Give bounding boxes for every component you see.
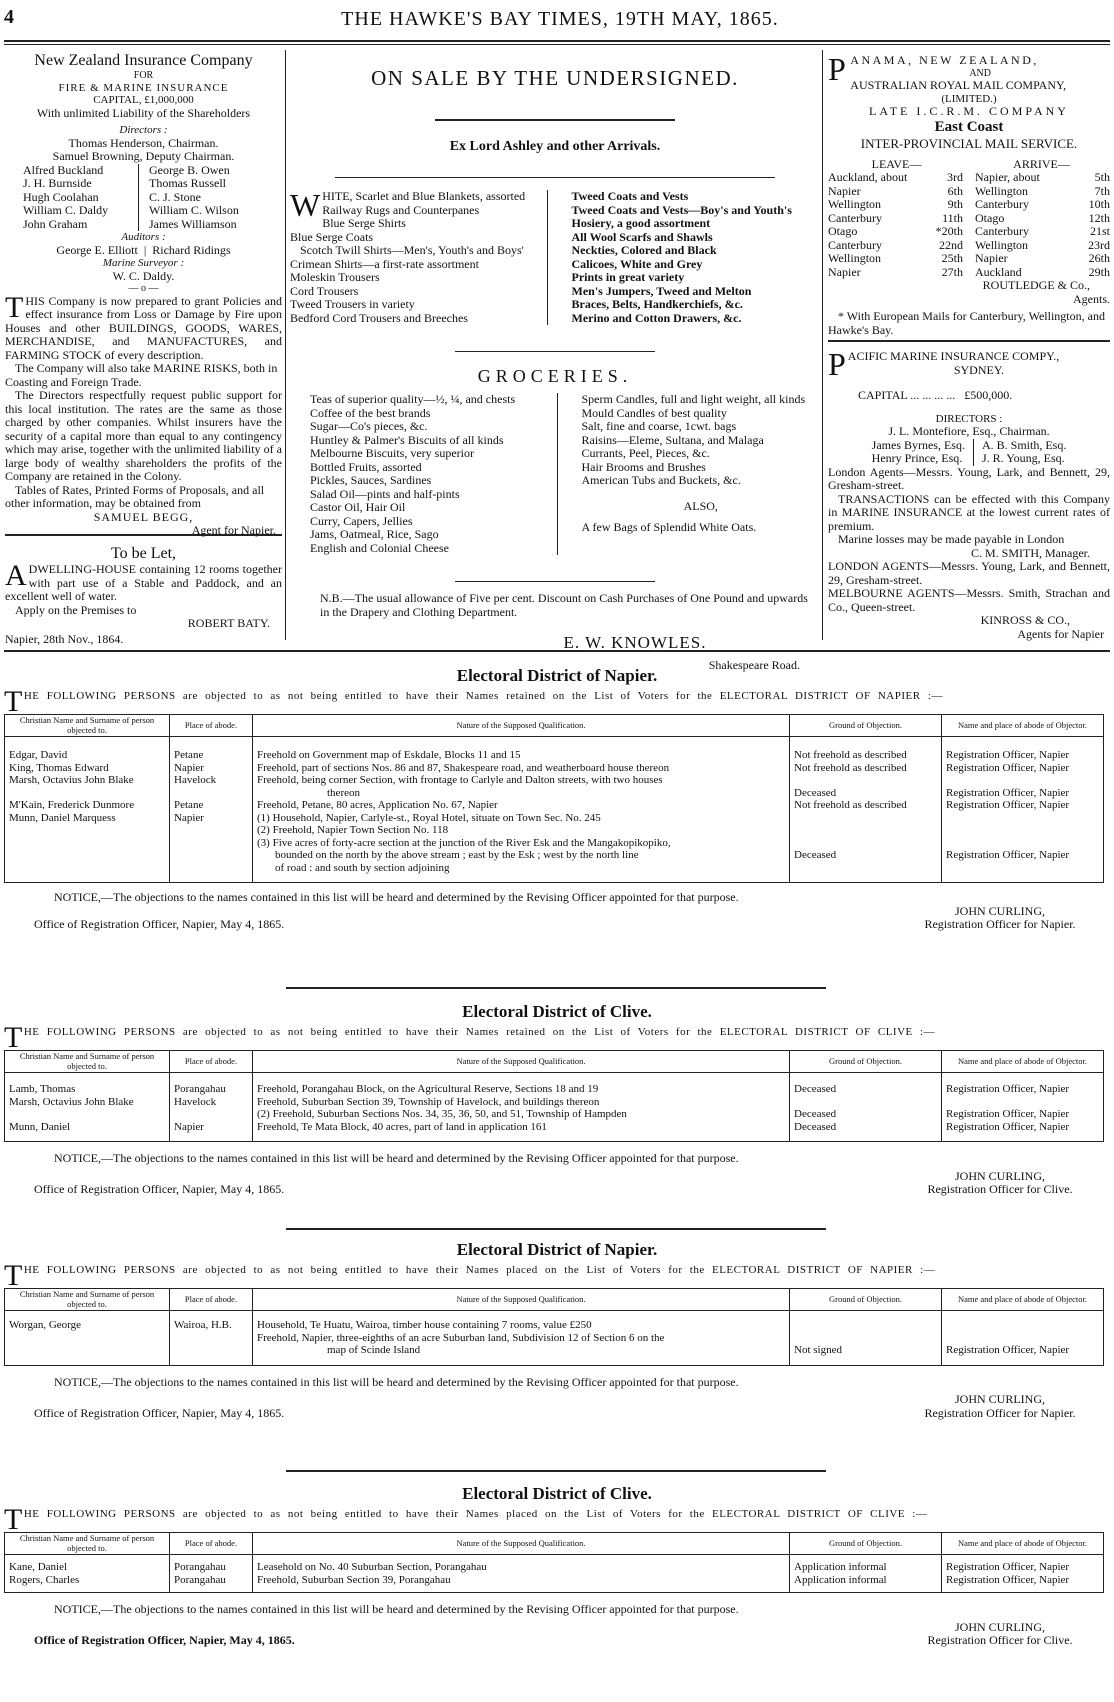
panama-advert: PANAMA, NEW ZEALAND, AND AUSTRALIAN ROYAL MAIL COMPANY, (LIMITED.) LATE I.C.R.M. COMPANY East Coast INTER-PROVINCIAL MAIL SERVICE. LEAVE— ARRIVE— Auckland, about 3rd Napier 6th Wellington 9th Canterbury 11th Otago *20th Canterbury 22nd Wellington 25th Napier 27th Napier, about 5th Wellington 7th Canterbury 10th Otago 12th Canterbury 21st Wellington 23rd Napier 26th Auckland 29th ROUTLEDGE & Co., Agents. * With European Mails for Canterbury, Wellington, and Hawke's Bay. <box>828 51 1110 337</box>
sale-signer: E. W. KNOWLES. <box>563 633 707 652</box>
table-header: Christian Name and Surname of person objected to. Place of abode. Nature of the Supposed Qualification. Ground of Objection. Name and place of abode of Objector. <box>5 1533 1104 1555</box>
to-let-heading: To be Let, <box>110 545 177 562</box>
section-intro: HE FOLLOWING PERSONS are objected to as not being entitled to have their Names placed on the List of Voters for the ELECTORAL DISTRICT OF NAPIER :— <box>23 1264 936 1276</box>
objections-table <box>4 1532 1104 1593</box>
section-intro: HE FOLLOWING PERSONS are objected to as not being entitled to have their Names retained on the List of Voters for the ELECTORAL DISTRICT OF NAPIER :— <box>23 690 943 702</box>
notice: NOTICE,—The objections to the names contained in this list will be heard and determined by the Revising Officer appointed for that purpose. <box>54 1602 739 1616</box>
objections-table <box>4 714 1104 883</box>
table-header: Christian Name and Surname of person objected to. Place of abode. Nature of the Supposed Qualification. Ground of Objection. Name and place of abode of Objector. <box>5 1051 1104 1073</box>
masthead-title: THE HAWKE'S BAY TIMES, 19TH MAY, 1865. <box>341 8 779 30</box>
section-title: Electoral District of Clive. <box>462 1484 652 1503</box>
pacific-advert: PACIFIC MARINE INSURANCE COMPY., SYDNEY. CAPITAL ... ... ... ... £500,000. DIRECTORS : J. L. Montefiore, Esq., Chairman. James Byrnes, Esq. Henry Prince, Esq. A. B. Smith, Esq. J. R. Young, Esq. London Agents—Messrs. Young, Lark, and Bennett, 29, Gresham-street. TRANSACTIONS can be effected with this Company in MARINE INSURANCE at the lowest current rates of premium. Marine losses may be made payable in London C. M. SMITH, Manager. LONDON AGENTS—Messrs. Young, Lark, and Bennett, 29, Gresham-street. MELBOURNE AGENTS—Messrs. Smith, Strachan and Co., Queen-street. KINROSS & CO., Agents for Napier <box>828 346 1110 641</box>
electoral-section: Electoral District of Napier. THE FOLLOWING PERSONS are objected to as not being entitled to have their Names placed on the List of Voters for the ELECTORAL DISTRICT OF NAPIER :— Christian Name and Surname of person objected to. Place of abode. Nature of the Supposed Qualification. Ground of Objection. Name and place of abode of Objector. Worgan, George Wairoa, H.B. Household, Te Huatu, Wairoa, timber house containing 7 rooms, value £250 Freehold, Napier, three-eighths of an acre Suburban land, Subdivision 12 of Section 6 on the map of Scinde Island Not signed Registration Officer, Napier NOTICE,—The objections to the names contained in this list will be heard and determined by the Revising Officer appointed for that purpose. Office of Registration Officer, Napier, May 4, 1865. JOHN CURLING, Registration Officer for Napier. <box>4 1240 1110 1420</box>
nz-insurance-advert: New Zealand Insurance Company FOR FIRE & MARINE INSURANCE CAPITAL, £1,000,000 With unlimited Liability of the Shareholders Directors : Thomas Henderson, Chairman. Samuel Browning, Deputy Chairman. Alfred Buckland J. H. Burnside Hugh Coolahan William C. Daldy John Graham George B. Owen Thomas Russell C. J. Stone William C. Wilson James Williamson Auditors : George E. Elliott | Richard Ridings Marine Surveyor : W. C. Daldy. — o — THIS Company is now prepared to grant Policies and effect insurance from Loss or Damage by Fire upon Houses and other BUILDINGS, GOODS, WARES, MERCHANDISE, and MANUFACTURES, and FARMING STOCK of every description. The Company will also take MARINE RISKS, both in Coasting and Foreign Trade. The Directors respectfully request public support for this local institution. The rates are the same as those charged by other companies. Whilst insurers have the security of a capital more than equal to any contingency which may arise, together with the unlimited liability of a large body of wealthy shareholders the profits of the Company are retained in the Colony. Tables of Rates, Printed Forms of Proposals, and all other information, may be obtained from SAMUEL BEGG, Agent for Napier. <box>5 52 282 537</box>
sale-advert: ON SALE BY THE UNDERSIGNED. Ex Lord Ashley and other Arrivals. WHITE, Scarlet and Blue Blankets, assorted Railway Rugs and Counterpanes Blue Serge Shirts Blue Serge Coats Scotch Twill Shirts—Men's, Youth's and Boys' Crimean Shirts—a first-rate assortment Moleskin Trousers Cord Trousers Tweed Trousers in variety Bedford Cord Trousers and Breeches Tweed Coats and Vests Tweed Coats and Vests—Boy's and Youth's Hosiery, a good assortment All Wool Scarfs and Shawls Neckties, Colored and Black Calicoes, White and Grey Prints in great variety Men's Jumpers, Tweed and Melton Braces, Belts, Handkerchiefs, &c. Merino and Cotton Drawers, &c. GROCERIES. Teas of superior quality—½, ¼, and chests Coffee of the best brands Sugar—Co's pieces, &c. Huntley & Palmer's Biscuits of all kinds Melbourne Biscuits, very superior Bottled Fruits, assorted Pickles, Sauces, Sardines Salad Oil—pints and half-pints Castor Oil, Hair Oil Curry, Capers, Jellies Jams, Oatmeal, Rice, Sago English and Colonial Cheese Sperm Candles, full and light weight, all kinds Mould Candles of best quality Salt, fine and coarse, 1cwt. bags Raisins—Eleme, Sultana, and Malaga Currants, Peel, Pieces, &c. Hair Brooms and Brushes American Tubs and Buckets, &c. ALSO, A few Bags of Splendid White Oats. N.B.—The usual allowance of Five per cent. Discount on Cash Purchases of One Pound and upwards in the Drapery and Clothing Department. E. W. KNOWLES. Shakespeare Road. <box>290 52 820 673</box>
notice: NOTICE,—The objections to the names contained in this list will be heard and determined by the Revising Officer appointed for that purpose. <box>54 1374 739 1389</box>
table-row: Lamb, Thomas Marsh, Octavius John Blake Munn, Daniel Porangahau Havelock Napier Freehold, Porangahau Block, on the Agricultural Reserve, Sections 18 and 19 Freehold, Suburban Section 39, Township of Havelock, and buildings thereon (2) Freehold, Suburban Sections Nos. 34, 35, 36, 50, and 51, Township of Hampden Freehold, Te Mata Block, 40 acres, part of land in application 161 Deceased Deceased Deceased Registration Officer, Napier Registration Officer, Napier Registration Officer, Napier <box>5 1073 1104 1142</box>
sale-heading: ON SALE BY THE UNDERSIGNED. <box>371 66 739 90</box>
section-title: Electoral District of Napier. <box>456 1240 658 1259</box>
table-row: Worgan, George Wairoa, H.B. Household, Te Huatu, Wairoa, timber house containing 7 rooms, value £250 Freehold, Napier, three-eighths of an acre Suburban land, Subdivision 12 of Section 6 on the map of Scinde Island Not signed Registration Officer, Napier <box>5 1311 1104 1366</box>
section-intro: HE FOLLOWING PERSONS are objected to as not being entitled to have their Names placed on the List of Voters for the ELECTORAL DISTRICT OF CLIVE :— <box>23 1508 928 1520</box>
electoral-section: Electoral District of Clive. THE FOLLOWING PERSONS are objected to as not being entitled to have their Names retained on the List of Voters for the ELECTORAL DISTRICT OF CLIVE :— Christian Name and Surname of person objected to. Place of abode. Nature of the Supposed Qualification. Ground of Objection. Name and place of abode of Objector. Lamb, Thomas Marsh, Octavius John Blake Munn, Daniel Porangahau Havelock Napier Freehold, Porangahau Block, on the Agricultural Reserve, Sections 18 and 19 Freehold, Suburban Section 39, Township of Havelock, and buildings thereon (2) Freehold, Suburban Sections Nos. 34, 35, 36, 50, and 51, Township of Hampden Freehold, Te Mata Block, 40 acres, part of land in application 161 Deceased Deceased Deceased Registration Officer, Napier Registration Officer, Napier Registration Officer, Napier NOTICE,—The objections to the names contained in this list will be heard and determined by the Revising Officer appointed for that purpose. Office of Registration Officer, Napier, May 4, 1865. JOHN CURLING, Registration Officer for Clive. <box>4 1002 1110 1197</box>
sale-nb: N.B.—The usual allowance of Five per cent. Discount on Cash Purchases of One Pound and upwards in the Drapery and Clothing Department. <box>320 591 808 619</box>
table-header: Christian Name and Surname of person objected to. Place of abode. Nature of the Supposed Qualification. Ground of Objection. Name and place of abode of Objector. <box>5 1289 1104 1311</box>
table-row: Kane, Daniel Rogers, Charles Porangahau Porangahau Leasehold on No. 40 Suburban Section, Porangahau Freehold, Suburban Section 39, Porangahau Application informal Application informal Registration Officer, Napier Registration Officer, Napier <box>5 1555 1104 1593</box>
electoral-section: Electoral District of Clive. THE FOLLOWING PERSONS are objected to as not being entitled to have their Names placed on the List of Voters for the ELECTORAL DISTRICT OF CLIVE :— Christian Name and Surname of person objected to. Place of abode. Nature of the Supposed Qualification. Ground of Objection. Name and place of abode of Objector. Kane, Daniel Rogers, Charles Porangahau Porangahau Leasehold on No. 40 Suburban Section, Porangahau Freehold, Suburban Section 39, Porangahau Application informal Application informal Registration Officer, Napier Registration Officer, Napier NOTICE,—The objections to the names contained in this list will be heard and determined by the Revising Officer appointed for that purpose. Office of Registration Officer, Napier, May 4, 1865. JOHN CURLING, Registration Officer for Clive. <box>4 1484 1110 1648</box>
sale-subheading: Ex Lord Ashley and other Arrivals. <box>449 139 661 154</box>
to-let-advert: To be Let, ADWELLING-HOUSE containing 12 rooms together with part use of a Stable and Paddock, and an excellent well of water. Apply on the Premises to ROBERT BATY. Napier, 28th Nov., 1864. <box>5 545 282 646</box>
page-number: 4 <box>4 6 14 28</box>
section-intro: HE FOLLOWING PERSONS are objected to as not being entitled to have their Names retained on the List of Voters for the ELECTORAL DISTRICT OF CLIVE :— <box>23 1026 936 1038</box>
section-title: Electoral District of Napier. <box>456 666 658 685</box>
nz-insurance-heading: New Zealand Insurance Company <box>34 52 253 69</box>
objections-table <box>4 1288 1104 1366</box>
masthead <box>0 0 1114 44</box>
table-header: Christian Name and Surname of person objected to. Place of abode. Nature of the Supposed Qualification. Ground of Objection. Name and place of abode of Objector. <box>5 715 1104 737</box>
groceries-heading: GROCERIES. <box>477 366 633 386</box>
objections-table <box>4 1050 1104 1142</box>
section-title: Electoral District of Clive. <box>462 1002 652 1021</box>
electoral-section: Electoral District of Napier. THE FOLLOWING PERSONS are objected to as not being entitled to have their Names retained on the List of Voters for the ELECTORAL DISTRICT OF NAPIER :— Christian Name and Surname of person objected to. Place of abode. Nature of the Supposed Qualification. Ground of Objection. Name and place of abode of Objector. Edgar, David King, Thomas Edward Marsh, Octavius John Blake M'Kain, Frederick Dunmore Munn, Daniel Marquess Petane Napier Havelock Petane Napier Freehold on Government map of Eskdale, Blocks 11 and 15 Freehold, part of sections Nos. 86 and 87, Shakespeare road, and weatherboard house thereon Freehold, being corner Section, with frontage to Carlyle and Dalton streets, with two houses thereon Freehold, Petane, 80 acres, Application No. 67, Napier (1) Household, Napier, Carlyle-st., Royal Hotel, situate on Town Sec. No. 245 (2) Freehold, Napier Town Section No. 118 (3) Five acres of forty-acre section at the junction of the River Esk and the Mangakopikopiko, bounded on the north by the above stream ; east by the Esk ; west by the north line of road : and south by section adjoining Not freehold as described Not freehold as described Deceased Not freehold as described Deceased Registration Officer, Napier Registration Officer, Napier Registration Officer, Napier Registration Officer, Napier Registration Officer, Napier NOTICE,—The objections to the names contained in this list will be heard and determined by the Revising Officer appointed for that purpose. Office of Registration Officer, Napier, May 4, 1865. JOHN CURLING, Registration Officer for Napier. <box>4 666 1110 932</box>
notice: NOTICE,—The objections to the names contained in this list will be heard and determined by the Revising Officer appointed for that purpose. <box>54 890 739 904</box>
table-row: Edgar, David King, Thomas Edward Marsh, Octavius John Blake M'Kain, Frederick Dunmore Munn, Daniel Marquess Petane Napier Havelock Petane Napier Freehold on Government map of Eskdale, Blocks 11 and 15 Freehold, part of sections Nos. 86 and 87, Shakespeare road, and weatherboard house thereon Freehold, being corner Section, with frontage to Carlyle and Dalton streets, with two houses thereon Freehold, Petane, 80 acres, Application No. 67, Napier (1) Household, Napier, Carlyle-st., Royal Hotel, situate on Town Sec. No. 245 (2) Freehold, Napier Town Section No. 118 (3) Five acres of forty-acre section at the junction of the River Esk and the Mangakopikopiko, bounded on the north by the above stream ; east by the Esk ; west by the north line of road : and south by section adjoining Not freehold as described Not freehold as described Deceased Not freehold as described Deceased Registration Officer, Napier Registration Officer, Napier Registration Officer, Napier Registration Officer, Napier Registration Officer, Napier <box>5 737 1104 883</box>
notice: NOTICE,—The objections to the names contained in this list will be heard and determined by the Revising Officer appointed for that purpose. <box>54 1151 739 1165</box>
